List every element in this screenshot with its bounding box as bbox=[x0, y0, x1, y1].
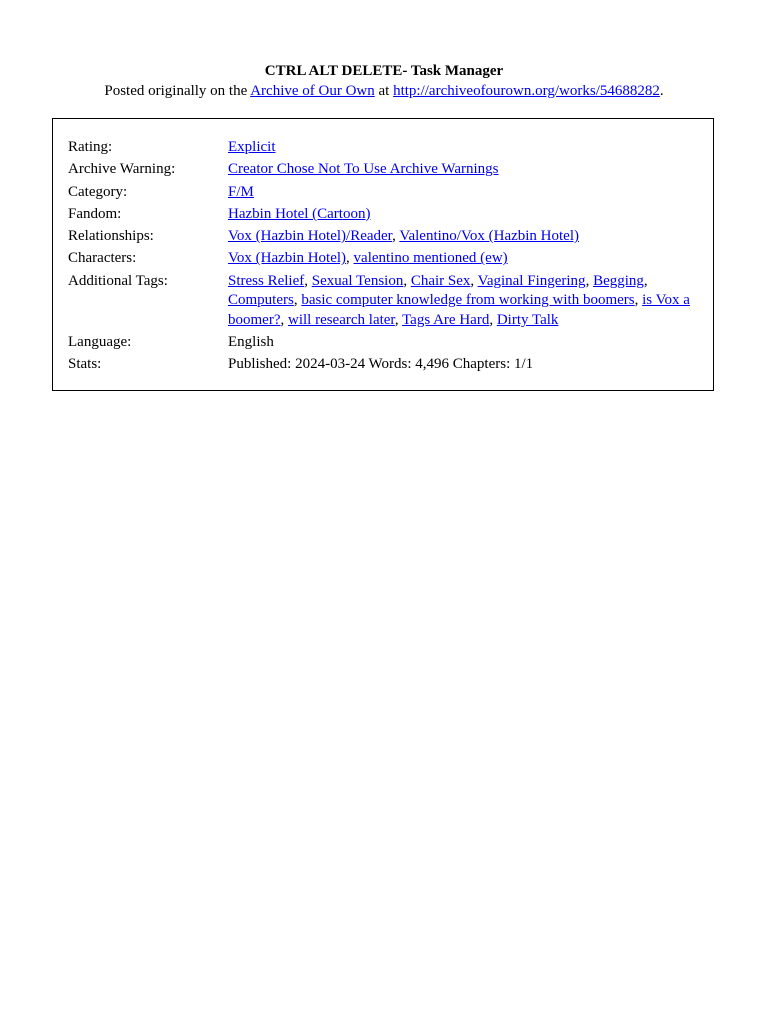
archive-warning-value bbox=[228, 160, 700, 180]
archive-warning-label: Archive Warning: bbox=[68, 161, 176, 178]
language-label: Language: bbox=[68, 334, 132, 351]
posted-line bbox=[0, 81, 768, 101]
meta-row-archive-warning bbox=[68, 160, 700, 180]
additional-tags-value: Stress Relief, Sexual Tension, Chair Sex, Vaginal Fingering, Begging, Computers, basic computer knowledge from working with boomers, is Vox a boomer?, will research later, Tags Are Hard, Dirty Talk bbox=[228, 272, 690, 328]
work-header bbox=[0, 62, 768, 101]
category-label: Category: bbox=[68, 183, 128, 200]
meta-row-category bbox=[68, 183, 700, 203]
language-value: English bbox=[228, 334, 274, 351]
category-value bbox=[228, 183, 700, 203]
additional-tag-link[interactable]: will research later bbox=[287, 311, 395, 328]
work-meta-box bbox=[52, 118, 714, 391]
relationships-value: Vox (Hazbin Hotel)/Reader, Valentino/Vox (Hazbin Hotel) bbox=[228, 228, 579, 245]
character-tag-link[interactable]: Vox (Hazbin Hotel) bbox=[228, 250, 347, 267]
additional-tags-label: Additional Tags: bbox=[68, 272, 168, 289]
additional-tag-link[interactable]: Tags Are Hard bbox=[402, 311, 490, 328]
archive-link[interactable]: Archive of Our Own bbox=[250, 83, 375, 99]
meta-row-additional-tags bbox=[68, 272, 700, 331]
fandom-label: Fandom: bbox=[68, 205, 122, 222]
meta-row-fandom bbox=[68, 205, 700, 225]
rating-tag-link[interactable]: Explicit bbox=[228, 139, 276, 155]
rating-label: Rating: bbox=[68, 139, 113, 155]
additional-tag-link[interactable]: Stress Relief bbox=[228, 272, 305, 289]
relationship-tag-link[interactable]: Valentino/Vox (Hazbin Hotel) bbox=[399, 228, 579, 245]
additional-tag-link[interactable]: Computers bbox=[228, 292, 294, 309]
work-url-link[interactable]: http://archiveofourown.org/works/54688282 bbox=[393, 83, 660, 99]
characters-label: Characters: bbox=[68, 250, 137, 267]
additional-tag-link[interactable]: basic computer knowledge from working with boomers bbox=[301, 292, 635, 309]
posted-prefix: Posted originally on the bbox=[104, 83, 248, 99]
archive-warning-tag-link[interactable]: Creator Chose Not To Use Archive Warnings bbox=[228, 161, 499, 178]
category-tag-link[interactable]: F/M bbox=[228, 183, 254, 200]
relationship-tag-link[interactable]: Vox (Hazbin Hotel)/Reader bbox=[228, 228, 393, 245]
stats-value: Published: 2024-03-24 Words: 4,496 Chapters: 1/1 bbox=[228, 356, 534, 373]
meta-row-relationships bbox=[68, 227, 700, 247]
at-text: at bbox=[378, 83, 390, 99]
work-title: CTRL ALT DELETE- Task Manager bbox=[264, 63, 504, 79]
meta-row-language bbox=[68, 333, 700, 353]
stats-label: Stats: bbox=[68, 356, 102, 373]
fandom-value bbox=[228, 205, 700, 225]
additional-tag-link[interactable]: Dirty Talk bbox=[496, 311, 559, 328]
meta-row-rating bbox=[68, 138, 700, 158]
fandom-tag-link[interactable]: Hazbin Hotel (Cartoon) bbox=[228, 205, 371, 222]
relationships-label: Relationships: bbox=[68, 228, 154, 245]
additional-tag-link[interactable]: is Vox a boomer? bbox=[228, 292, 690, 328]
characters-value: Vox (Hazbin Hotel), valentino mentioned (ew) bbox=[228, 250, 508, 267]
meta-row-characters bbox=[68, 249, 700, 269]
meta-row-stats bbox=[68, 355, 700, 375]
period: . bbox=[659, 83, 664, 99]
character-tag-link[interactable]: valentino mentioned (ew) bbox=[353, 250, 508, 267]
additional-tag-link[interactable]: Begging bbox=[593, 272, 644, 289]
additional-tag-link[interactable]: Vaginal Fingering bbox=[477, 272, 586, 289]
additional-tag-link[interactable]: Sexual Tension bbox=[311, 272, 404, 289]
additional-tag-link[interactable]: Chair Sex bbox=[410, 272, 471, 289]
work-meta-list bbox=[68, 138, 700, 378]
rating-value bbox=[228, 138, 700, 158]
